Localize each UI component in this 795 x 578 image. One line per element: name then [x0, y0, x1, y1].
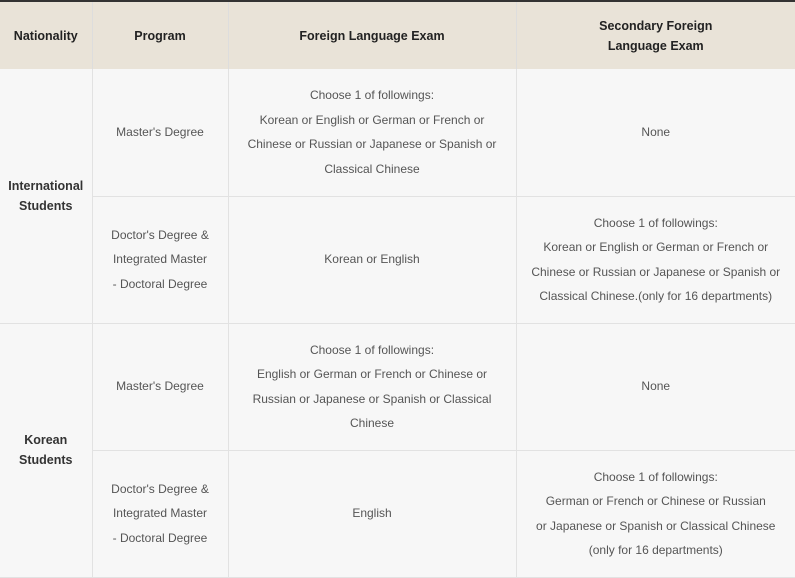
secondary-exam-cell [516, 450, 795, 577]
nationality-korean [0, 323, 92, 577]
cell-line: Choose 1 of followings: [593, 469, 718, 484]
cell-line: Russian or Japanese or Spanish or Classical [252, 391, 492, 406]
program-cell: Master's Degree [92, 69, 228, 196]
cell-line: Chinese or Russian or Japanese or Spanish or [247, 137, 497, 152]
table-row [0, 69, 795, 196]
table-row [0, 450, 795, 577]
cell-line: Chinese [349, 416, 395, 430]
nationality-label: Students [19, 453, 73, 467]
cell-line: Integrated Master [112, 252, 208, 267]
program-cell [92, 450, 228, 577]
cell-line: Choose 1 of followings: [309, 88, 435, 103]
cell-line: Korean or English or German or French or [543, 240, 769, 254]
secondary-exam-cell: None [516, 69, 795, 196]
header-secondary-exam [516, 1, 795, 69]
secondary-exam-cell [516, 196, 795, 323]
program-cell [92, 196, 228, 323]
program-cell: Master's Degree [92, 323, 228, 450]
foreign-exam-cell [228, 323, 516, 450]
header-row [0, 1, 795, 69]
table-row [0, 323, 795, 450]
nationality-label: Korean [24, 433, 68, 447]
cell-line: Doctor's Degree & [111, 481, 209, 496]
cell-line: - Doctoral Degree [112, 276, 208, 291]
cell-line: Classical Chinese.(only for 16 departments) [539, 289, 773, 303]
cell-line: Choose 1 of followings: [593, 215, 718, 230]
header-nationality: Nationality [0, 1, 92, 69]
cell-line: German or French or Chinese or Russian [545, 494, 766, 508]
header-secondary-line: Language Exam [607, 38, 704, 53]
cell-line: (only for 16 departments) [588, 543, 723, 557]
table-row [0, 196, 795, 323]
foreign-exam-cell: English [228, 450, 516, 577]
foreign-exam-cell [228, 69, 516, 196]
cell-line: Classical Chinese [324, 161, 420, 176]
nationality-label: International [8, 178, 84, 193]
nationality-international [0, 69, 92, 323]
cell-line: English or German or French or Chinese or [256, 367, 488, 381]
cell-line: - Doctoral Degree [112, 530, 208, 545]
header-program: Program [92, 1, 228, 69]
secondary-exam-cell: None [516, 323, 795, 450]
nationality-label: Students [19, 198, 73, 213]
header-secondary-line: Secondary Foreign [599, 18, 713, 33]
cell-line: Doctor's Degree & [111, 227, 209, 242]
cell-line: Chinese or Russian or Japanese or Spanish or [531, 264, 781, 279]
cell-line: or Japanese or Spanish or Classical Chinese [536, 518, 776, 533]
foreign-exam-cell: Korean or English [228, 196, 516, 323]
cell-line: Choose 1 of followings: [309, 342, 435, 357]
header-foreign-exam: Foreign Language Exam [228, 1, 516, 69]
cell-line: Korean or English or German or French or [259, 112, 485, 127]
cell-line: Integrated Master [112, 506, 208, 521]
